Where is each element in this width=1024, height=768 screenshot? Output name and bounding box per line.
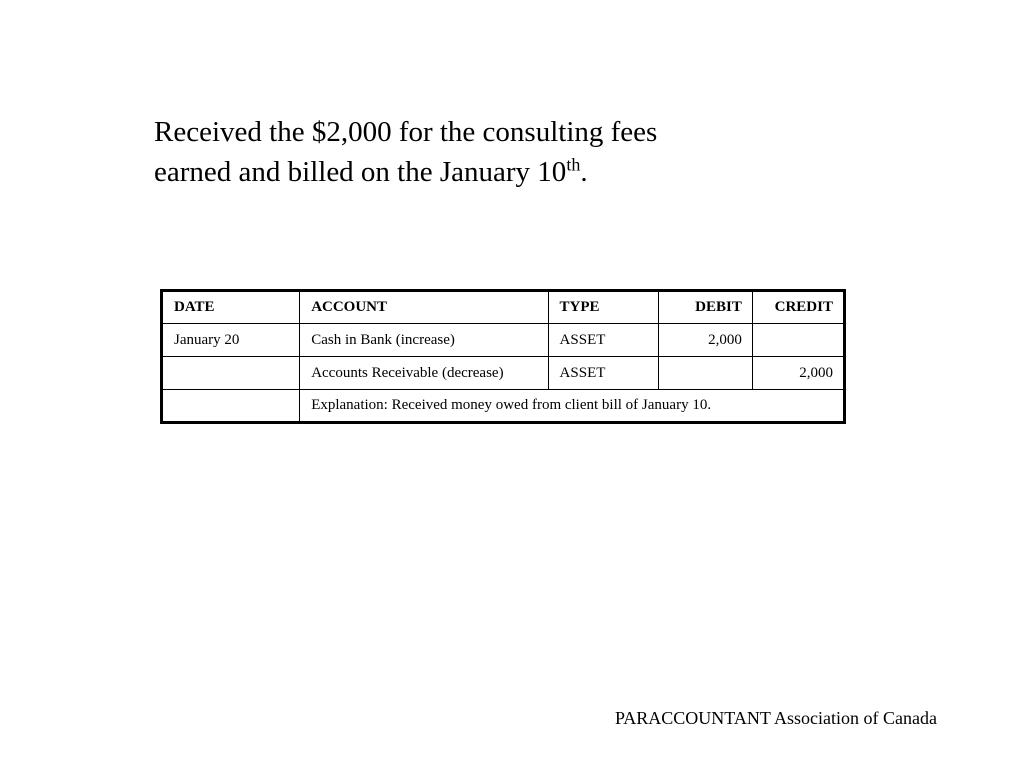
explanation-text: Explanation: Received money owed from client bill of January 10. xyxy=(300,390,845,423)
cell-type: ASSET xyxy=(548,324,658,357)
table-row xyxy=(162,357,845,390)
cell-account: Accounts Receivable (decrease) xyxy=(300,357,548,390)
cell-credit: 2,000 xyxy=(752,357,844,390)
cell-debit: 2,000 xyxy=(658,324,752,357)
heading-line-1: Received the $2,000 for the consulting fees xyxy=(154,116,658,148)
header-debit: DEBIT xyxy=(658,291,752,324)
cell-date-empty xyxy=(162,390,300,423)
footer-organization: PARACCOUNTANT Association of Canada xyxy=(614,708,937,728)
cell-type: ASSET xyxy=(548,357,658,390)
cell-date xyxy=(162,357,300,390)
header-credit: CREDIT xyxy=(752,291,844,324)
heading-suffix: . xyxy=(580,156,588,188)
header-type: TYPE xyxy=(548,291,658,324)
heading-line-2: earned and billed on the January 10 xyxy=(154,156,567,188)
journal-entry-table xyxy=(160,289,846,424)
table-row xyxy=(162,324,845,357)
table-header-row xyxy=(162,291,845,324)
slide-heading xyxy=(154,112,794,192)
explanation-row xyxy=(162,390,845,423)
cell-date: January 20 xyxy=(162,324,300,357)
cell-account: Cash in Bank (increase) xyxy=(300,324,548,357)
header-account: ACCOUNT xyxy=(300,291,548,324)
cell-debit xyxy=(658,357,752,390)
heading-superscript: th xyxy=(566,154,581,175)
header-date: DATE xyxy=(162,291,300,324)
cell-credit xyxy=(752,324,844,357)
